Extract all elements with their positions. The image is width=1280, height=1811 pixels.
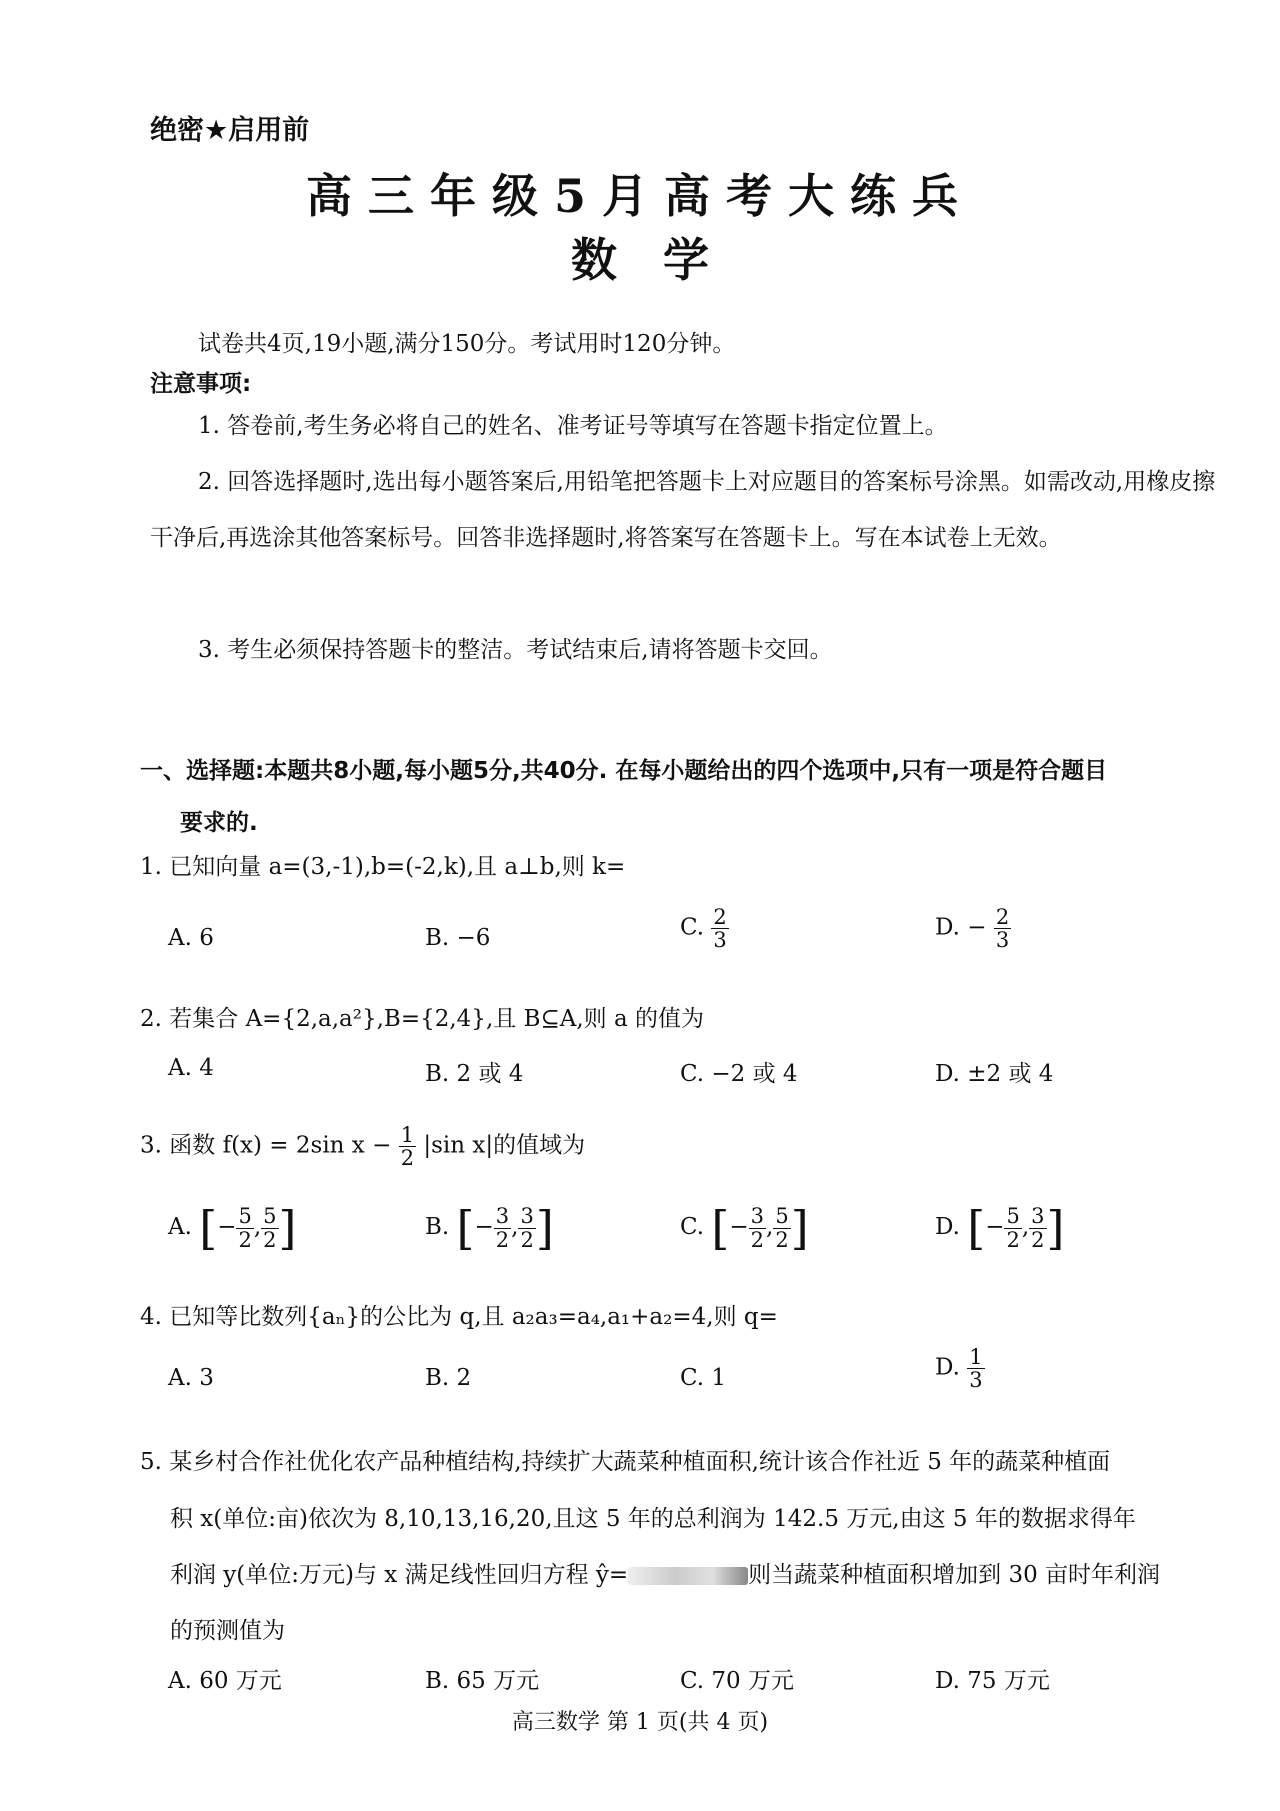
q1-option-c: C. $\frac{2}{3}$ <box>680 905 727 953</box>
q2-option-b: B. 2 或 4 <box>425 1061 524 1087</box>
exam-title: 高三年级5月高考大练兵 <box>305 169 974 223</box>
q4-option-c: C. 1 <box>680 1365 727 1391</box>
q5-option-c: C. 70 万元 <box>680 1668 794 1694</box>
blurred-regression-equation <box>628 1567 748 1585</box>
question-2-stem: 2. 若集合 A={2,a,a²},B={2,4},且 B⊆A,则 a 的值为 <box>140 1006 704 1032</box>
page-footer: 高三数学 第 1 页(共 4 页) <box>511 1710 769 1735</box>
q5-option-b: B. 65 万元 <box>425 1668 540 1694</box>
question-4-stem: 4. 已知等比数列{aₙ}的公比为 q,且 a₂a₃=a₄,a₁+a₂=4,则 q= <box>140 1304 778 1330</box>
fraction: $\frac{1}{3}$ <box>969 1345 983 1393</box>
question-1-stem: 1. 已知向量 a=(3,-1),b=(-2,k),且 a⊥b,则 k= <box>140 854 626 880</box>
question-5-line-4: 的预测值为 <box>170 1618 285 1644</box>
q1-option-b: B. −6 <box>425 925 491 951</box>
section-heading-line2: 要求的. <box>180 810 258 836</box>
q4-option-d: D. $\frac{1}{3}$ <box>935 1345 983 1393</box>
question-5-line-1: 5. 某乡村合作社优化农产品种植结构,持续扩大蔬菜种植面积,统计该合作社近 5 年的蔬菜种植面 <box>140 1449 1111 1475</box>
q5-option-a: A. 60 万元 <box>168 1668 282 1694</box>
q2-option-d: D. ±2 或 4 <box>935 1061 1054 1087</box>
section-heading-line1: 一、选择题:本题共8小题,每小题5分,共40分. 在每小题给出的四个选项中,只有一项是符合题目 <box>140 758 1108 784</box>
fraction: $\frac{2}{3}$ <box>713 905 727 953</box>
notice-item-1: 1. 答卷前,考生务必将自己的姓名、准考证号等填写在答题卡指定位置上。 <box>198 413 948 439</box>
q2-option-c: C. −2 或 4 <box>680 1061 798 1087</box>
exam-intro: 试卷共4页,19小题,满分150分。考试用时120分钟。 <box>198 331 736 357</box>
section-heading <box>140 745 1230 849</box>
q5-option-d: D. 75 万元 <box>935 1668 1050 1694</box>
q3-option-c: C. [− $\frac{3}{2}$ , $\frac{5}{2}$ ] <box>680 1201 809 1255</box>
question-3-stem: 3. 函数 f(x) = 2sin x − $\frac{1}{2}$ |sin x|的值域为 <box>140 1123 586 1171</box>
q4-option-b: B. 2 <box>425 1365 472 1391</box>
q3-option-d: D. [− $\frac{5}{2}$ , $\frac{3}{2}$ ] <box>935 1201 1065 1255</box>
exam-subject: 数学 <box>571 233 755 287</box>
notice-item-2: 2. 回答选择题时,选出每小题答案后,用铅笔把答题卡上对应题目的答案标号涂黑。如需改动,用橡皮擦干净后,再选涂其他答案标号。回答非选择题时,将答案写在答题卡上。写在本试卷上无效。 <box>150 469 1216 551</box>
q3-option-a: A. [− $\frac{5}{2}$ , $\frac{5}{2}$ ] <box>168 1201 297 1255</box>
question-5-line-3: 利润 y(单位:万元)与 x 满足线性回归方程 ŷ= 则当蔬菜种植面积增加到 30 亩时年利润 <box>170 1562 1161 1588</box>
question-5-line-2: 积 x(单位:亩)依次为 8,10,13,16,20,且这 5 年的总利润为 142.5 万元,由这 5 年的数据求得年 <box>170 1506 1136 1532</box>
q3-option-b: B. [− $\frac{3}{2}$ , $\frac{3}{2}$ ] <box>425 1201 554 1255</box>
q4-option-a: A. 3 <box>168 1365 214 1391</box>
fraction: $\frac{2}{3}$ <box>995 905 1010 953</box>
q1-option-d: D. − $\frac{2}{3}$ <box>935 905 1010 953</box>
notice-heading: 注意事项: <box>150 371 252 397</box>
notice-item-3: 3. 考生必须保持答题卡的整洁。考试结束后,请将答题卡交回。 <box>198 637 833 663</box>
fraction: $\frac{1}{2}$ <box>400 1123 415 1171</box>
q1-option-a: A. 6 <box>168 925 214 951</box>
q2-option-a: A. 4 <box>168 1055 214 1081</box>
confidential-label: 绝密★启用前 <box>150 115 310 146</box>
